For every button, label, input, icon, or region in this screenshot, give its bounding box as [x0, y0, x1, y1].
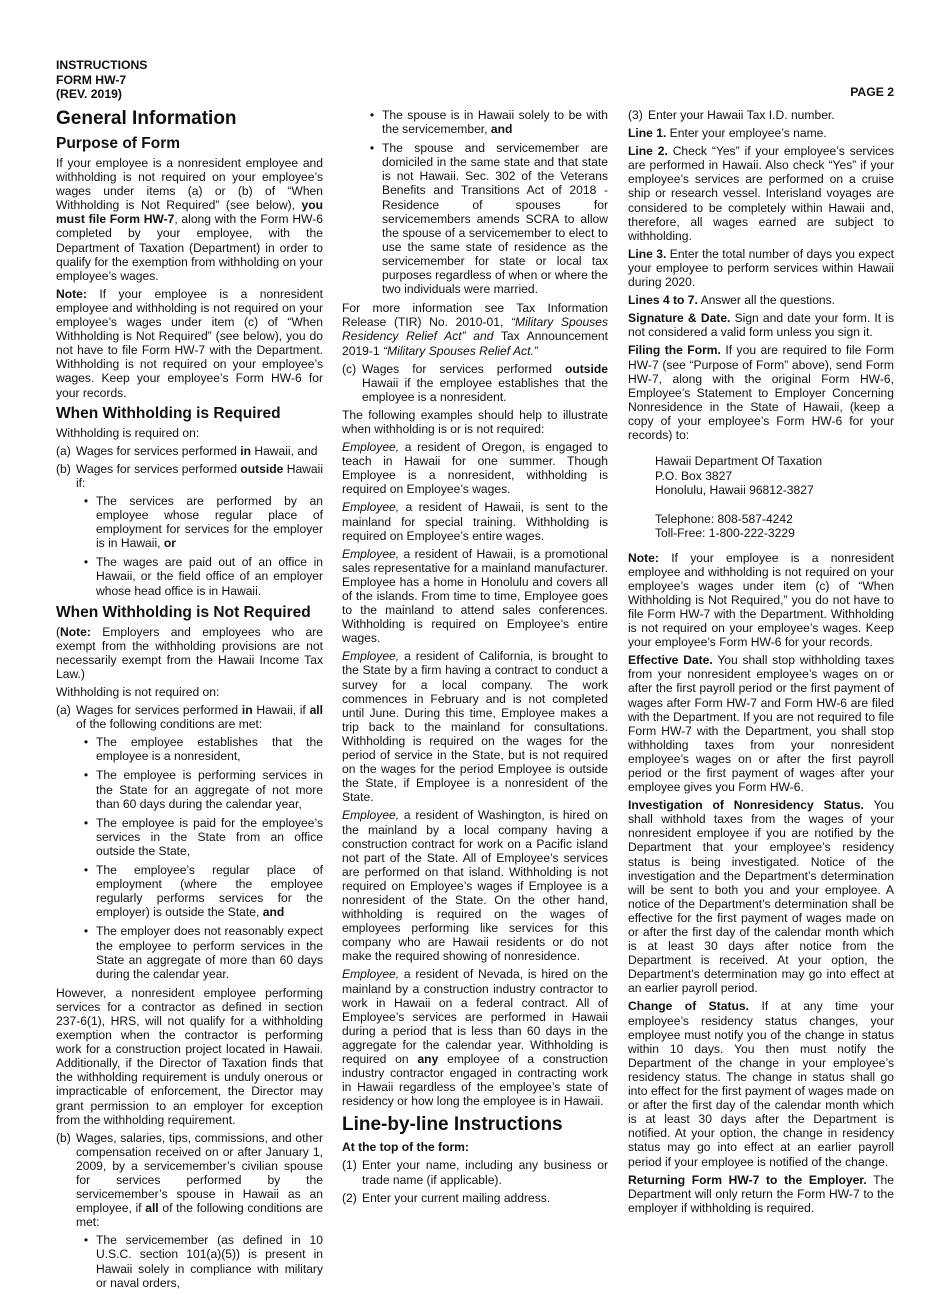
example-paragraph: Employee, a resident of Oregon, is engaged to teach in Hawaii for one summer. Though Employee is a nonresident, withholding is required on Employee’s wages.: [342, 440, 608, 497]
address-phone: Telephone: 808-587-4242: [655, 511, 793, 526]
top-item-1: (1) Enter your name, including any business or trade name (if applicable).: [342, 1158, 608, 1187]
line-3-instruction: Line 3. Enter the total number of days you expect your employee to perform services within Hawaii during 2020.: [628, 246, 894, 290]
header-line-instructions: INSTRUCTIONS: [56, 58, 148, 72]
list-item: • The employee establishes that the employee is a nonresident,: [83, 735, 323, 764]
address-name: Hawaii Department Of Taxation: [655, 454, 823, 469]
list-item: • The spouse is in Hawaii solely to be with the servicemember, and: [369, 108, 608, 137]
more-information-paragraph: For more information see Tax Information Release (TIR) No. 2010-01, “Military Spouses Residency Relief Act” and Tax Announcement 2019-1 “Military Spouses Relief Act.”: [342, 301, 608, 358]
withholding-not-required-heading: When Withholding is Not Required: [56, 603, 311, 621]
top-item-2: (2) Enter your current mailing address.: [342, 1190, 551, 1205]
list-item: • The employee is performing services in the State for an aggregate of not more than 60 days during the calendar year,: [83, 768, 323, 811]
column-3: [628, 82, 894, 1219]
purpose-note: Note: If your employee is a nonresident employee and withholding is not required on your employee’s wages under item (c) of “When Withholding is Not Required” (see below), you do not have to file Form HW-7 with the Department. Withholding is not required on your employee’s wages. Keep your employee’s Form HW-6 for your records.: [56, 286, 323, 400]
purpose-paragraph: If your employee is a nonresident employee and withholding is not required on your employee’s wages under items (a) or (b) of “When Withholding is Not Required” (see below), you must file Form HW-7, along with the Form HW-6 completed by your employee, with the Department of Taxation (Department) in order to qualify for the exemption from withholding on your employee’s wages.: [56, 156, 324, 283]
list-item: • The wages are paid out of an office in Hawaii, or the field office of an employer whose head office is in Hawaii.: [83, 555, 323, 598]
top-of-form-label: At the top of the form:: [342, 1140, 469, 1155]
returning-form-paragraph: Returning Form HW-7 to the Employer. The Department will only return the Form HW-7 to the employer if withholding is required.: [628, 1172, 894, 1215]
filing-instruction: Filing the Form. If you are required to file Form HW-7 (see “Purpose of Form” above), send Form HW-7, along with the original Form HW-6, Employee’s Statement to Employer Concerning Nonresidence in the State of Hawaii, (keep a copy of your employee’s Form HW-6 for your records) to:: [628, 343, 894, 442]
example-paragraph: Employee, a resident of Hawaii, is a promotional sales representative for a mainland manufacturer. Employee has a home in Honolulu and covers all of the islands. From time to time, Employee goes to the mainland to attend sales conferences. Withholding is required on Employee’s entire wages.: [342, 546, 608, 646]
header-line-form: FORM HW-7: [56, 72, 127, 87]
purpose-heading: Purpose of Form: [56, 135, 181, 152]
signature-instruction: Signature & Date. Sign and date your form. It is not considered a valid form unless you sign it.: [628, 311, 894, 340]
not-required-item-a: (a) Wages for services performed in Hawaii, if all of the following conditions are met:: [56, 703, 324, 732]
however-paragraph: However, a nonresident employee performing services for a contractor as defined in section 237-6(1), HRS, will not qualify for a withholding exemption when the contractor is performing work for a construction project located in Hawaii. Additionally, if the Director of Taxation finds that the withholding requirement is unduly onerous or impracticable of enforcement, the Director may grant permission to an employer for exception from the withholding requirement.: [56, 985, 323, 1127]
list-item: • The services are performed by an employee whose regular place of employment for services for the employer is in Hawaii, or: [83, 493, 323, 551]
examples-intro: The following examples should help to illustrate when withholding is or is not required:: [342, 407, 608, 436]
top-item-3: (3) Enter your Hawaii Tax I.D. number.: [628, 108, 835, 122]
list-item: • The employer does not reasonably expect the employee to perform services in the State an aggregate of more than 60 days during the calendar year.: [83, 924, 323, 981]
address-box: P.O. Box 3827: [655, 468, 733, 483]
list-item: • The employee’s regular place of employment (where the employee regularly performs services for the employer) is outside the State, and: [83, 863, 323, 920]
example-paragraph: Employee, a resident of California, is brought to the State by a firm having a contract to conduct a survey for a local company. The work commences in February and is not completed until June. During this time, Employee makes a trip back to the mainland for consultations. Withholding is required on the wages for the period of service in the State, but is not required on the wages for the period Employee is outside the State, if Employee is a nonresident of the State.: [342, 649, 608, 805]
effective-date-paragraph: Effective Date. You shall stop withholding taxes from your nonresident employee’s wages on or after the first payroll period or the first payment of wages after Form HW-7 and Form HW-6 are filed with the Department. If you are not required to file Form HW-7 with the Department, you shall stop withholding taxes from your nonresident employee’s wages on or after the first payroll period or the first payment of wages after your employee gives you Form HW-6.: [628, 653, 894, 795]
general-information-heading: General Information: [56, 108, 237, 129]
list-item: • The spouse and servicemember are domiciled in the same state and that state is not Hawaii. Sec. 302 of the Veterans Benefits and Transitions Act of 2018 - Residence of spouses for servicemembers amends SCRA to allow the spouse of a servicemember to elect to use the same state of residence as the servicemember for state or local tax purposes regardless of when or where the two individuals were married.: [369, 141, 608, 297]
not-required-item-b: (b) Wages, salaries, tips, commissions, and other compensation received on or after January 1, 2009, by a servicemember’s civilian spouse for services performed by the servicemember’s spouse in Hawaii as an employee, if all of the following conditions are met:: [56, 1130, 323, 1230]
mailing-address: [655, 454, 894, 541]
example-paragraph: Employee, a resident of Nevada, is hired on the mainland by a construction industry contractor to work in Hawaii on a federal contract. All of Employee’s services are performed in Hawaii during a period that is less than 60 days in the aggregate for the calendar year. Withholding is required on any employee of a construction industry contractor engaged in contracting work in Hawaii regardless of the employee’s state of residency or how long the employee is in Hawaii.: [342, 967, 608, 1109]
line-by-line-heading: Line-by-line Instructions: [342, 1114, 563, 1136]
line-1-instruction: Line 1. Enter your employee’s name.: [628, 126, 827, 141]
not-required-note: (Note: Employers and employees who are exempt from the withholding provisions are not necessarily exempt from the Hawaii Income Tax Law.): [56, 624, 323, 681]
header-line-rev: (REV. 2019): [56, 87, 122, 101]
column-2: [342, 108, 608, 1209]
investigation-paragraph: Investigation of Nonresidency Status. You shall withhold taxes from the wages of your nonresident employee if you are notified by the Department that your employee’s residency status is being investigated. Notice of the investigation and the Department’s determination will be sent to both you and your employee. A notice of the Department’s determination shall be effective for the first payment of wages made on or after the first day of the calendar month which is at least 30 days after notice from the Department is received. At your option, the Department’s determination may go into effect at an earlier payroll period.: [628, 798, 894, 996]
address-tollfree: Toll-Free: 1-800-222-3229: [655, 526, 795, 541]
list-item: • The servicemember (as defined in 10 U.S.C. section 101(a)(5)) is present in Hawaii solely in compliance with military or naval orders,: [83, 1233, 323, 1290]
page-number: PAGE 2: [850, 85, 894, 99]
example-paragraph: Employee, a resident of Washington, is hired on the mainland by a local company having a construction contract for work on a Pacific island not part of the State. All of Employee’s services are performed on that island. Withholding is not required on Employee’s wages if Employee is a nonresident of the State. On the other hand, withholding is required on the wages of employees performing like services for this company who are Hawaii residents or do not make the required showing of nonresidence.: [342, 808, 608, 964]
change-of-status-paragraph: Change of Status. If at any time your employee’s residency status changes, your employee must notify you of the change in status within 10 days. You then must notify the Department of the change in your employee’s residency status. The change in status shall go into effect for the first payment of wages made on or after the first day of the calendar month which is at least 30 days after the Department is notified. At your option, the change in residency status may go into effect at an earlier payroll period if your employee is notified of the change.: [628, 999, 894, 1169]
closing-note: Note: If your employee is a nonresident employee and withholding is not required on your employee’s wages under item (c) of “When Withholding is Not Required,” you do not have to file Form HW-7 with the Department. Withholding is not required on your employee’s wages. Keep your employee’s Form HW-6 for your records.: [628, 550, 894, 650]
not-required-intro: Withholding is not required on:: [56, 685, 220, 699]
not-required-item-c: (c) Wages for services performed outside Hawaii if the employee establishes that the employee is a nonresident.: [342, 361, 608, 404]
required-intro: Withholding is required on:: [56, 425, 200, 440]
lines-4-7-instruction: Lines 4 to 7. Answer all the questions.: [628, 293, 836, 308]
address-city: Honolulu, Hawaii 96812-3827: [655, 483, 814, 498]
required-item-b: (b) Wages for services performed outside Hawaii if:: [56, 461, 324, 490]
column-1: [56, 108, 323, 1295]
example-paragraph: Employee, a resident of Hawaii, is sent to the mainland for special training. Withholding is required on Employee’s entire wages.: [342, 500, 608, 543]
withholding-required-heading: When Withholding is Required: [56, 404, 281, 422]
line-2-instruction: Line 2. Check “Yes” if your employee’s services are performed in Hawaii. Also check “Yes” if your employee’s services are performed on a cruise ship or research vessel. Interisland voyages are considered to be completely within Hawaii and, therefore, all wages earned are subject to withholding.: [628, 144, 894, 243]
form-header: [56, 58, 147, 102]
list-item: • The employee is paid for the employee’s services in the State from an office outside the State,: [83, 815, 323, 858]
required-item-a: (a) Wages for services performed in Hawaii, and: [56, 443, 318, 458]
